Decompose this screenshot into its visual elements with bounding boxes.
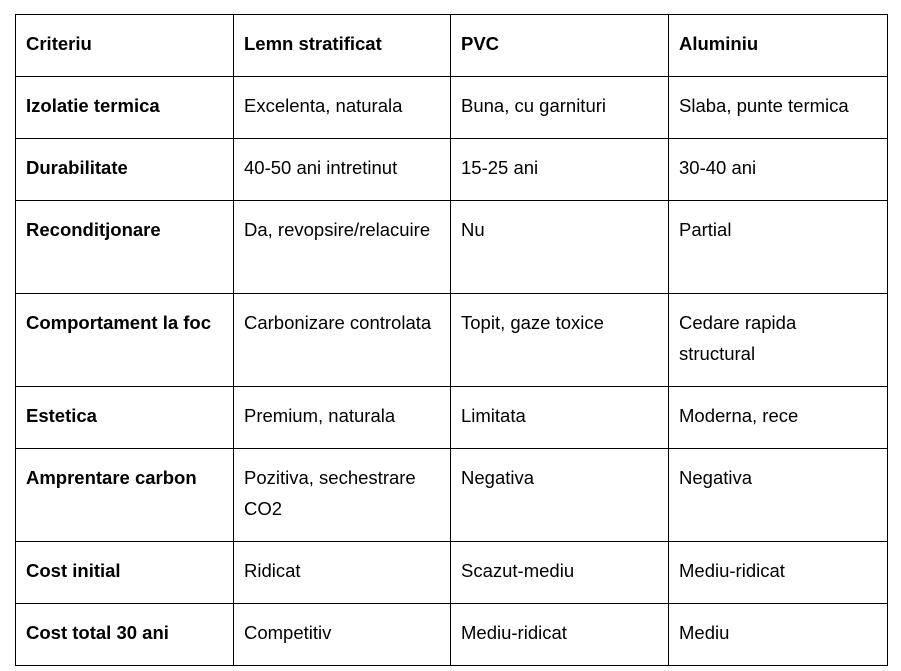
table-row	[16, 294, 888, 387]
table-cell: Partial	[669, 201, 888, 294]
table-cell: 40-50 ani intretinut	[234, 139, 451, 201]
criterion-cell: Cost initial	[16, 542, 234, 604]
header-cell: Aluminiu	[669, 15, 888, 77]
table-row	[16, 604, 888, 666]
header-cell: PVC	[451, 15, 669, 77]
header-cell: Lemn stratificat	[234, 15, 451, 77]
table-cell: Topit, gaze toxice	[451, 294, 669, 387]
table-cell: 30-40 ani	[669, 139, 888, 201]
table-cell: Mediu-ridicat	[451, 604, 669, 666]
table-row	[16, 542, 888, 604]
criterion-cell: Izolatie termica	[16, 77, 234, 139]
table-cell: Negativa	[669, 449, 888, 542]
criterion-cell: Amprentare carbon	[16, 449, 234, 542]
table-header-row	[16, 15, 888, 77]
table-cell: Da, revopsire/relacuire	[234, 201, 451, 294]
table-row	[16, 449, 888, 542]
criterion-cell: Reconditjonare	[16, 201, 234, 294]
table-cell: Excelenta, naturala	[234, 77, 451, 139]
table-cell: Limitata	[451, 387, 669, 449]
table-cell: Moderna, rece	[669, 387, 888, 449]
table-cell: Nu	[451, 201, 669, 294]
table-cell: Competitiv	[234, 604, 451, 666]
table-cell: Pozitiva, sechestrare CO2	[234, 449, 451, 542]
comparison-table	[15, 14, 888, 666]
table-row	[16, 77, 888, 139]
criterion-cell: Durabilitate	[16, 139, 234, 201]
criterion-cell: Cost total 30 ani	[16, 604, 234, 666]
criterion-cell: Comportament la foc	[16, 294, 234, 387]
table-cell: Ridicat	[234, 542, 451, 604]
table-row	[16, 201, 888, 294]
table-cell: 15-25 ani	[451, 139, 669, 201]
table-cell: Negativa	[451, 449, 669, 542]
table-row	[16, 387, 888, 449]
table-row	[16, 139, 888, 201]
table-cell: Carbonizare controlata	[234, 294, 451, 387]
table-cell: Mediu	[669, 604, 888, 666]
table-cell: Cedare rapida structural	[669, 294, 888, 387]
table-cell: Premium, naturala	[234, 387, 451, 449]
table-cell: Slaba, punte termica	[669, 77, 888, 139]
criterion-cell: Estetica	[16, 387, 234, 449]
table-cell: Scazut-mediu	[451, 542, 669, 604]
table-cell: Mediu-ridicat	[669, 542, 888, 604]
header-cell: Criteriu	[16, 15, 234, 77]
table-cell: Buna, cu garnituri	[451, 77, 669, 139]
